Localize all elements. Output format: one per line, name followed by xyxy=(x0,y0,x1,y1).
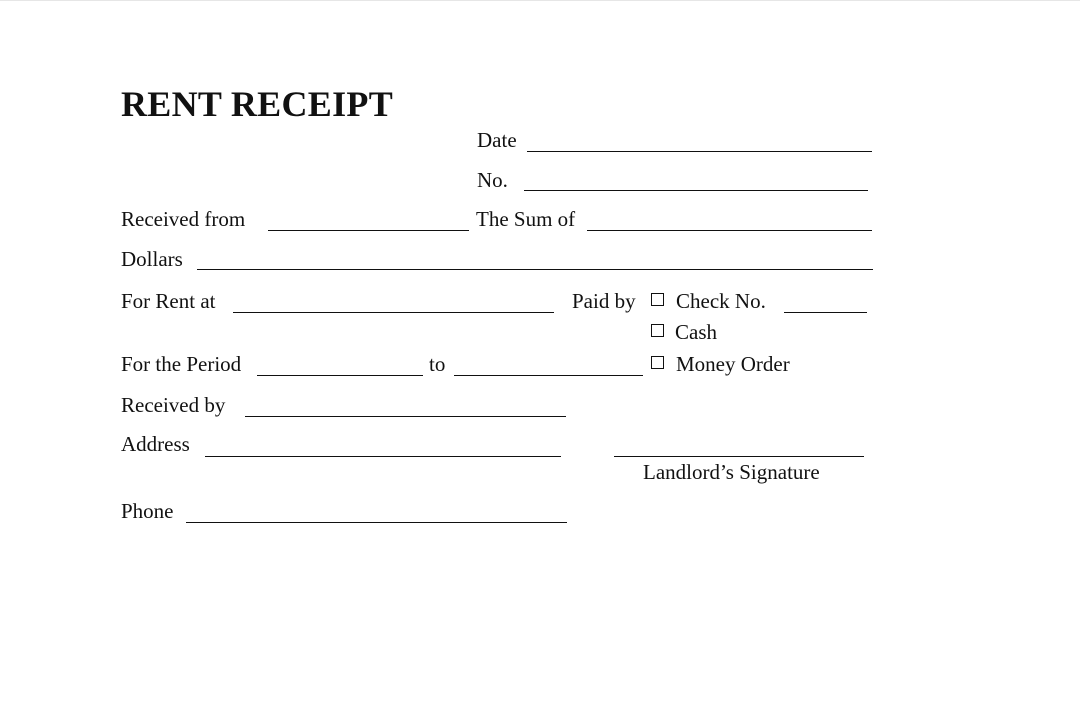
received-by-label: Received by xyxy=(121,393,226,417)
cash-label: Cash xyxy=(675,320,717,344)
phone-field[interactable] xyxy=(186,498,567,524)
received-from-label: Received from xyxy=(121,207,246,231)
page-top-border xyxy=(0,0,1080,1)
phone-label: Phone xyxy=(121,499,174,523)
check-checkbox[interactable] xyxy=(651,293,664,306)
period-to-label: to xyxy=(429,352,446,376)
address-label: Address xyxy=(121,432,190,456)
check-number-field[interactable] xyxy=(784,288,867,314)
dollars-field[interactable] xyxy=(197,245,873,271)
money-order-checkbox[interactable] xyxy=(651,356,664,369)
sum-field[interactable] xyxy=(587,206,872,232)
dollars-label: Dollars xyxy=(121,247,183,271)
received-by-field[interactable] xyxy=(245,392,566,418)
number-field[interactable] xyxy=(524,166,868,192)
number-label: No. xyxy=(477,168,508,192)
date-field[interactable] xyxy=(527,127,872,153)
received-from-field[interactable] xyxy=(268,206,469,232)
sum-label: The Sum of xyxy=(476,207,576,231)
address-field[interactable] xyxy=(205,432,561,458)
receipt-title: RENT RECEIPT xyxy=(121,84,394,124)
signature-line xyxy=(614,456,864,457)
period-end-field[interactable] xyxy=(454,351,643,377)
paid-by-label: Paid by xyxy=(572,289,636,313)
check-label: Check No. xyxy=(676,289,766,313)
period-start-field[interactable] xyxy=(257,351,423,377)
signature-field[interactable] xyxy=(614,426,864,456)
for-period-label: For the Period xyxy=(121,352,242,376)
for-rent-at-label: For Rent at xyxy=(121,289,216,313)
for-rent-at-field[interactable] xyxy=(233,288,554,314)
date-label: Date xyxy=(477,128,517,152)
money-order-label: Money Order xyxy=(676,352,790,376)
cash-checkbox[interactable] xyxy=(651,324,664,337)
signature-label: Landlord’s Signature xyxy=(643,460,820,484)
